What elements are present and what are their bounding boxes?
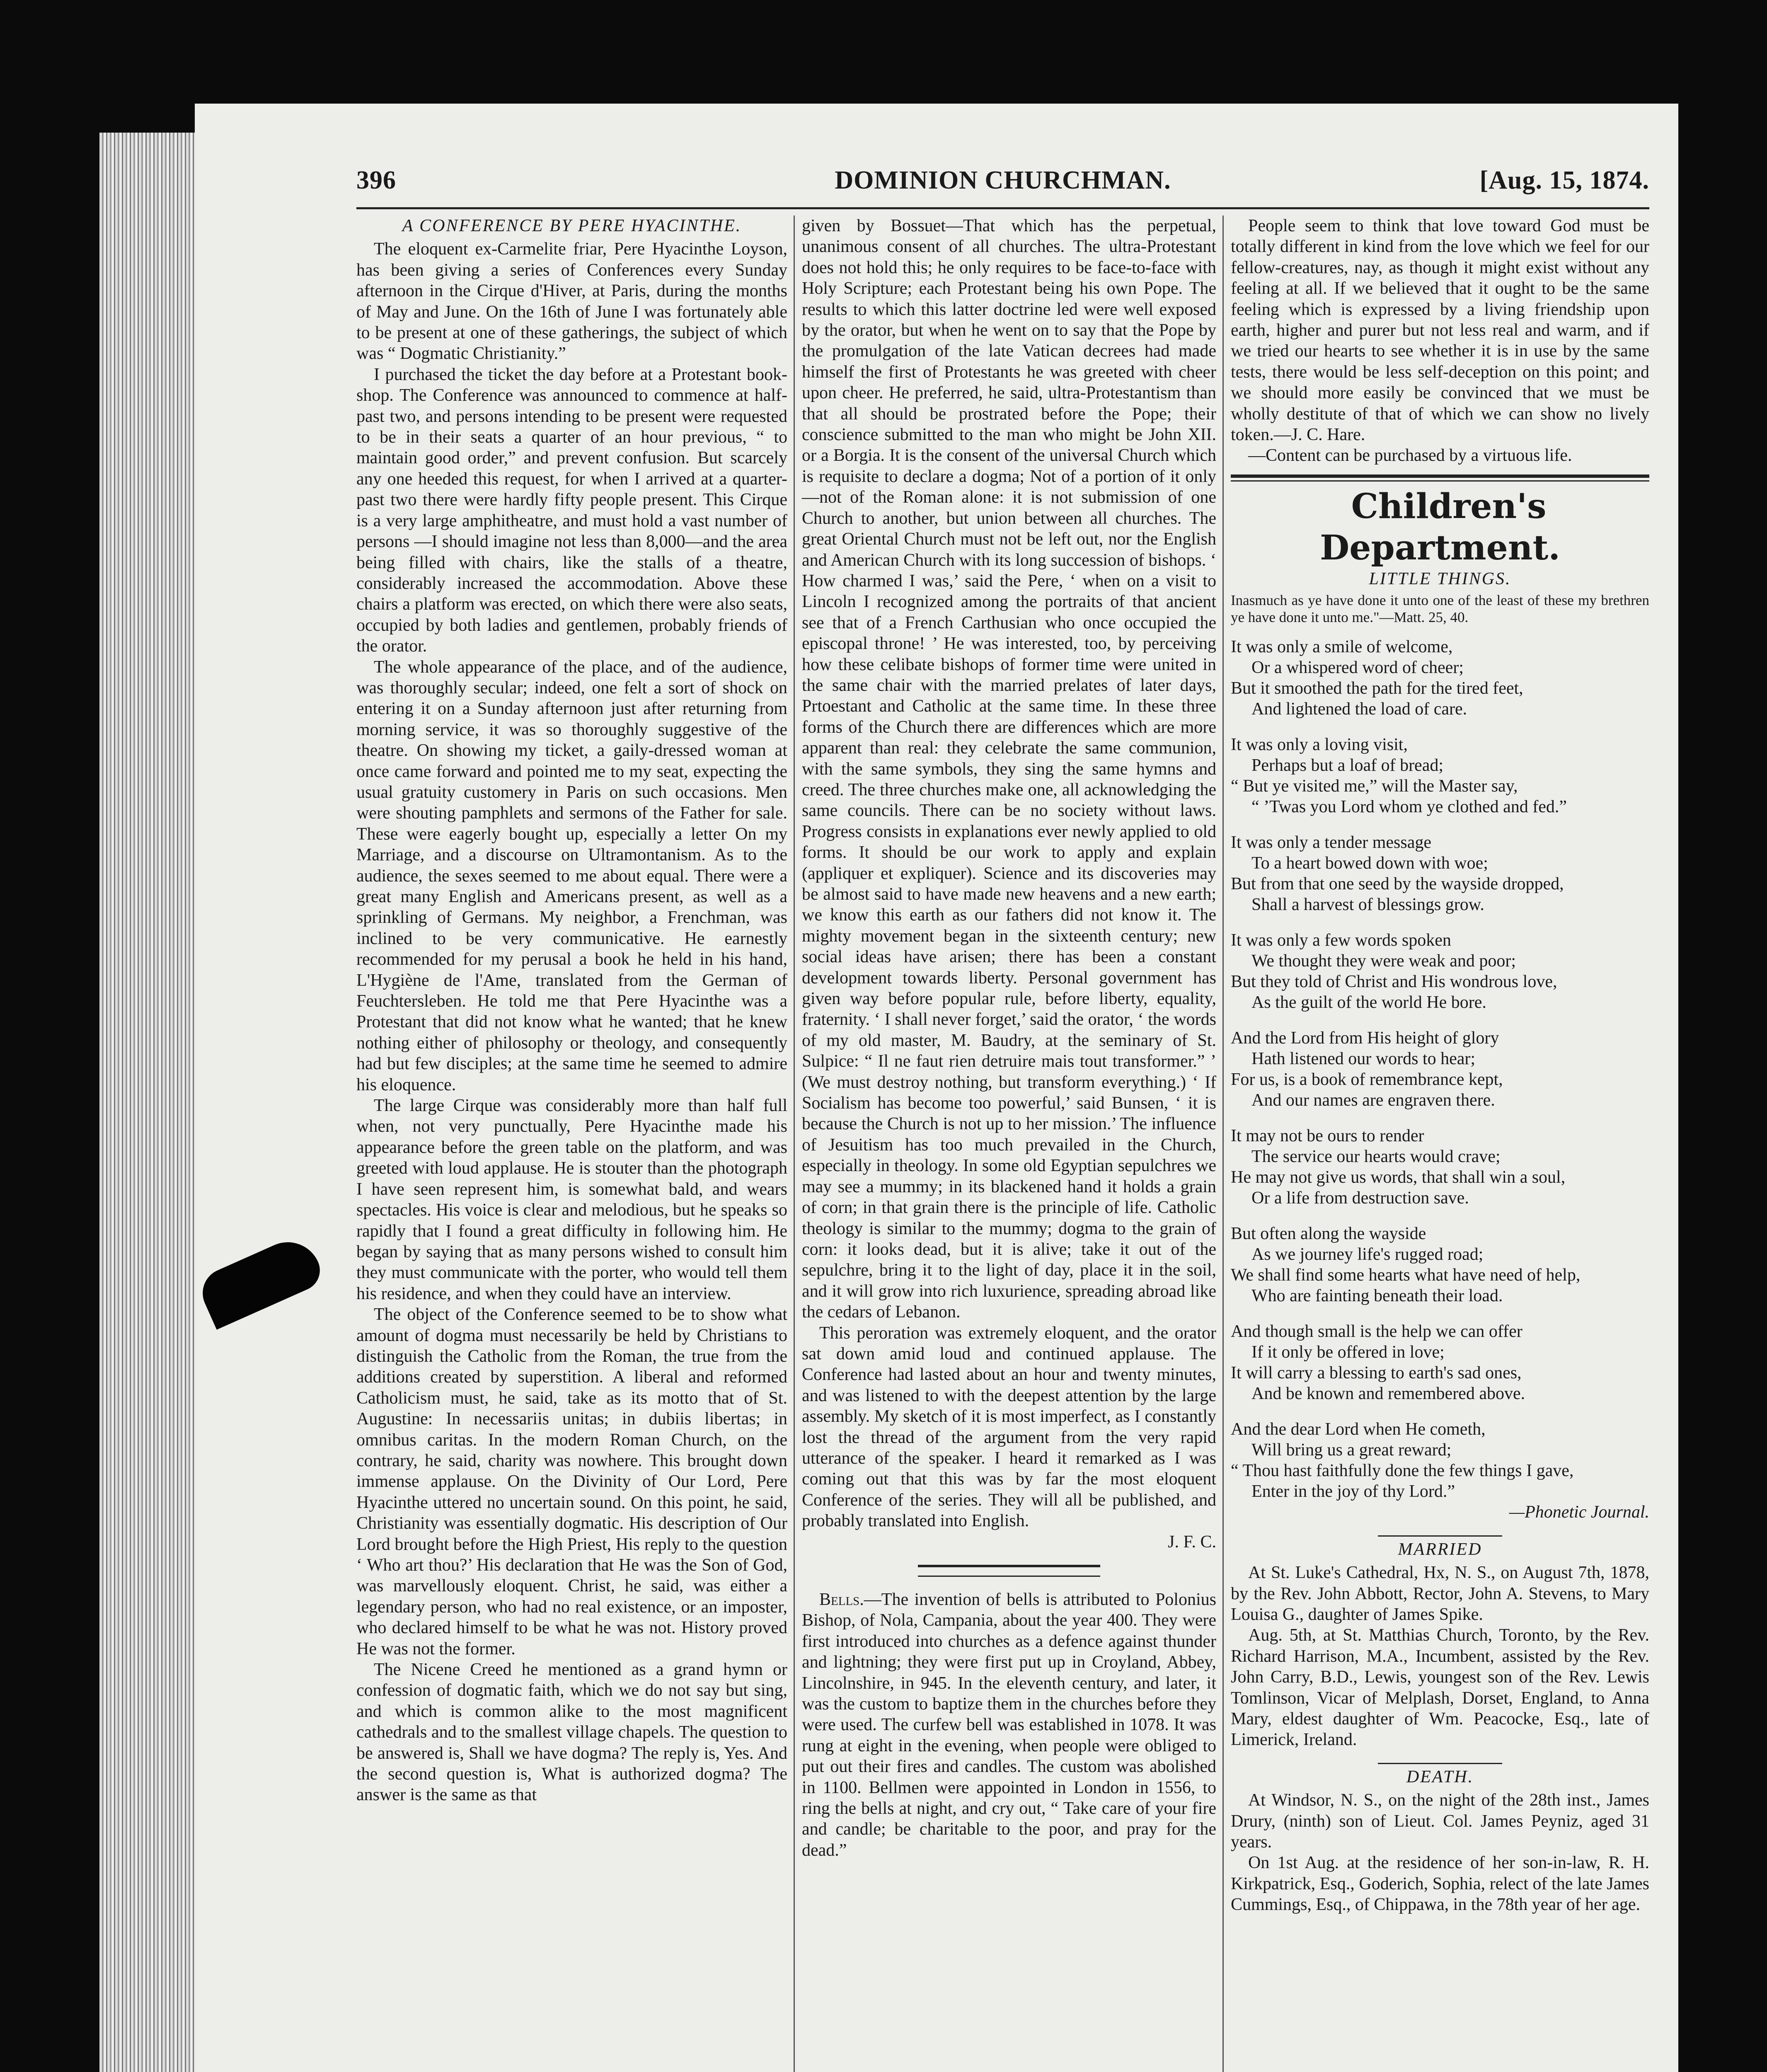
poem-line: We thought they were weak and poor; xyxy=(1251,951,1516,971)
article-paragraph: I purchased the ticket the day before at a Protestant book-shop. The Conference was announced to commence at half-past two, and persons intending to be present were requested to be in their seats a quarter of an hour previous, “ to maintain good order,” and prevent confusion. But scarcely any one heeded this request, for when I arrived at a quarter-past two there were hardly fifty people present. This Cirque is a very large amphitheatre, and must hold a vast number of persons —I should imagine not less than 8,000—and the area being filled with chairs, like the stalls of a theatre, considerably increased the accommodation. Above these chairs a platform was erected, on which there were also seats, occupied by both ladies and gentlemen, probably friends of the orator. xyxy=(356,365,787,656)
poem-line: But from that one seed by the wayside dropped, xyxy=(1231,874,1564,894)
section-rule xyxy=(1378,1535,1502,1537)
poem-line: Perhaps but a loaf of bread; xyxy=(1251,756,1444,775)
poem-stanza xyxy=(1231,1321,1649,1404)
poem-stanza xyxy=(1231,1126,1649,1208)
poem-stanza xyxy=(1231,930,1649,1013)
death-notice: On 1st Aug. at the residence of her son-in-law, R. H. Kirkpatrick, Esq., Goderich, Sophia, relect of the late James Cummings, Esq., of Chippawa, in the 78th year of her age. xyxy=(1231,1853,1649,1915)
article-paragraph: The Nicene Creed he mentioned as a grand hymn or confession of dogmatic faith, which we do not say but sing, and which is common alike to the most magnificent cathedrals and to the smallest village chapels. The question to be answered is, Shall we have dogma? The reply is, Yes. And the second question is, What is authorized dogma? The answer is the same as that xyxy=(356,1660,787,1805)
poem-line: It was only a smile of welcome, xyxy=(1231,637,1453,657)
poem-stanza xyxy=(1231,1028,1649,1111)
poem-line: Who are fainting beneath their load. xyxy=(1251,1286,1503,1306)
poem-line: But often along the wayside xyxy=(1231,1224,1426,1244)
poem-line: If it only be offered in love; xyxy=(1251,1343,1445,1362)
poem-epigraph: Inasmuch as ye have done it unto one of the least of these my brethren ye have done it unto me."—Matt. 25, 40. xyxy=(1231,592,1649,626)
death-title: DEATH. xyxy=(1406,1767,1474,1786)
poem-line: “ ’Twas you Lord whom ye clothed and fed.” xyxy=(1251,797,1567,817)
section-rule xyxy=(918,1576,1100,1577)
bells-paragraph xyxy=(802,1589,1216,1861)
poem-line: But it smoothed the path for the tired feet, xyxy=(1231,679,1523,698)
column-divider xyxy=(794,215,795,2072)
poem-line: As we journey life's rugged road; xyxy=(1251,1245,1484,1264)
poem-line: And the dear Lord when He cometh, xyxy=(1231,1420,1486,1439)
article-paragraph: The large Cirque was considerably more than half full when, not very punctually, Pere Hyacinthe made his appearance before the green table on the platform, and was greeted with loud applause. He is stouter than the photograph I have seen represent him, is somewhat bald, and wears spectacles. His voice is clear and melodious, but he speaks so rapidly that I found a great difficulty in following him. He began by saying that as many persons wished to consult him they must communicate with the porter, who would tell them his residence, and when they could have an interview. xyxy=(356,1096,787,1303)
article-paragraph: given by Bossuet—That which has the perpetual, unanimous consent of all churches. The ultra-Protestant does not hold this; he only requires to be face-to-face with Holy Scripture; each Protestant being his own Pope. The results to which this latter doctrine led were well exposed by the orator, but when he went on to say that the Pope by the promulgation of the late Vatican decrees had made himself the first of Protestants he was greeted with cheer upon cheer. He preferred, he said, ultra-Protestantism than that all should be prostrated before the Pope; their conscience submitted to the man who might be John XII. or a Borgia. It is the consent of the universal Church which is requisite to declare a dogma; Not of a portion of it only—not of the Roman alone: it is not submission of one Church to another, but union between all churches. The great Oriental Church must not be left out, nor the English and American Church with its long succession of bishops. ‘ How charmed I was,’ said the Pere, ‘ when on a visit to Lincoln I recognized among the portraits of that ancient see that of a French Carthusian who once occupied the episcopal throne! ’ He was interested, too, by perceiving how these celibate bishops of former time were united in the same chair with the married prelates of later days, Prtoestant and Catholic at the same time. In these three forms of the Church there are differences which are more apparent than real: they celebrate the same communion, with the same symbols, they sing the same hymns and creed. The three churches make one, all acknowledging the same councils. There can be no society without laws. Progress consists in explanations ever newly applied to old forms. It should be our work to apply and explain (appliquer et expliquer). Science and its discoveries may be almost said to have made new heavens and a new earth; we know this earth as our fathers did not know it. The mighty movement began in the sixteenth century; new social ideas have arisen; there has been a constant development towards liberty. Personal government has given way before popular rule, before liberty, equality, fraternity. ‘ I shall never forget,’ said the orator, ‘ the words of my old master, M. Baudry, at the seminary of St. Sulpice: “ Il ne faut rien detruire mais tout transformer.” ’ (We must destroy nothing, but transform everything.) ‘ If Socialism has become too powerful,’ said Bunsen, ‘ it is because the Church is not up to her mission.’ The influence of Jesuitism has too much prevailed in the Church, especially in theology. In some old Egyptian sepulchres we may see a mummy; in its blackened hand it holds a grain of corn; in that grain there is the principle of life. Catholic theology is similar to the mummy; dogma to the grain of corn: it looks dead, but it is alive; take it out of the sepulchre, bring it to the light of day, place it in the soil, and it will grow into rich luxurience, spreading abroad like the cedars of Lebanon. xyxy=(802,216,1216,1322)
poem-line: It was only a loving visit, xyxy=(1231,735,1408,755)
poem-line: Or a life from destruction save. xyxy=(1251,1188,1469,1208)
poem-line: For us, is a book of remembrance kept, xyxy=(1231,1070,1503,1089)
married-notice: At St. Luke's Cathedral, Hx, N. S., on August 7th, 1878, by the Rev. John Abbott, Rector, John A. Stevens, to Mary Louisa G., daughter of James Spike. xyxy=(1231,1563,1649,1624)
contentment-line: —Content can be purchased by a virtuous life. xyxy=(1248,446,1572,465)
poem-line: To a heart bowed down with woe; xyxy=(1251,854,1488,873)
poem-line: He may not give us words, that shall win a soul, xyxy=(1231,1168,1566,1187)
poem-line: It may not be ours to render xyxy=(1231,1126,1424,1146)
poem-line: And the Lord from His height of glory xyxy=(1231,1029,1499,1048)
married-title: MARRIED xyxy=(1398,1539,1482,1559)
poem-line: It was only a few words spoken xyxy=(1231,931,1451,950)
article-paragraph: This peroration was extremely eloquent, and the orator sat down amid loud and continued applause. The Conference had lasted about an hour and twenty minutes, and was listened to with the deepest attention by the large assembly. My sketch of it is most imperfect, as I constantly lost the thread of the argument from the very rapid utterance of the speaker. I heard it remarked as I was coming out that this was by far the most eloquent Conference of the series. They will all be published, and probably translated into English. xyxy=(802,1323,1216,1531)
hare-quote: People seem to think that love toward God must be totally different in kind from the love which we feel for our fellow-creatures, nay, as though it might exist without any feeling at all. If we believed that it ought to be the same feeling which is expressed by a living friendship upon earth, higher and purer but not less real and warm, and if we tried our hearts to see whether it is in use by the same tests, there would be less self-deception on this point; and we should more easily be convinced that we must be wholly destitute of that of which we can show no lively token.—J. C. Hare. xyxy=(1231,216,1649,445)
poem-line: The service our hearts would crave; xyxy=(1251,1147,1501,1167)
article-paragraph: The eloquent ex-Carmelite friar, Pere Hyacinthe Loyson, has been giving a series of Conferences every Sunday afternoon in the Cirque d'Hiver, at Paris, during the months of May and June. On the 16th of June I was fortunately able to be present at one of these gatherings, the subject of which was “ Dogmatic Christianity.” xyxy=(356,240,787,363)
page-number: 396 xyxy=(356,166,396,194)
married-notice: Aug. 5th, at St. Matthias Church, Toronto, by the Rev. Richard Harrison, M.A., Incumbent, assisted by the Rev. John Carry, B.D., Lewis, youngest son of the Rev. Lewis Tomlinson, Vicar of Melplash, Dorset, England, to Anna Mary, eldest daughter of Wm. Peacocke, Esq., late of Limerick, Ireland. xyxy=(1231,1626,1649,1750)
death-notice: At Windsor, N. S., on the night of the 28th inst., James Drury, (ninth) son of Lieut. Col. James Peyniz, aged 31 years. xyxy=(1231,1791,1649,1852)
article-signature: J. F. C. xyxy=(1168,1532,1216,1552)
poem-line: Or a whispered word of cheer; xyxy=(1251,658,1464,678)
section-rule xyxy=(1231,474,1649,478)
poem-line: Will bring us a great reward; xyxy=(1251,1440,1452,1460)
poem-stanza xyxy=(1231,1419,1649,1502)
poem-line: And though small is the help we can offer xyxy=(1231,1322,1523,1341)
poem-line: Hath listened our words to hear; xyxy=(1251,1049,1476,1069)
poem-title: LITTLE THINGS. xyxy=(1369,569,1511,588)
bells-text: —The invention of bells is attributed to Polonius Bishop, of Nola, Campania, about the year 400. They were first introduced into churches as a defence against thunder and lightning; they were first put up in Croyland, Abbey, Lincolnshire, in 945. In the eleventh century, and later, it was the custom to baptize them in the churches before they were used. The curfew bell was established in 1078. It was rung at eight in the evening, when people were obliged to put out their fires and candles. The custom was abolished in 1100. Bellmen were appointed in London in 1556, to ring the bells at night, and cry out, “ Take care of your fire and candle; be charitable to the poor, and pray for the dead.” xyxy=(802,1590,1216,1860)
article-column-2 xyxy=(802,215,1216,2072)
section-rule xyxy=(1231,480,1649,482)
poem-line: Shall a harvest of blessings grow. xyxy=(1251,895,1484,915)
poem-line: “ Thou hast faithfully done the few things I gave, xyxy=(1231,1461,1574,1481)
poem-stanza xyxy=(1231,637,1649,719)
poem-line: As the guilt of the world He bore. xyxy=(1251,993,1486,1012)
article-paragraph: The object of the Conference seemed to be to show what amount of dogma must necessarily be held by Christians to distinguish the Catholic from the Roman, the true from the additions created by superstition. A liberal and reformed Catholicism must, he said, take as its motto that of St. Augustine: In necessariis unitas; in dubiis libertas; in omnibus caritas. In the modern Roman Church, on the contrary, he said, charity was nowhere. This brought down immense applause. On the Divinity of Our Lord, Pere Hyacinthe uttered no uncertain sound. On this point, he said, Christianity was essentially dogmatic. His description of Our Lord brought before the High Priest, His reply to the question ‘ Who art thou?’ His declaration that He was the Son of God, was marvellously eloquent. Christ, he said, was either a legendary person, who had no real existence, or an imposter, who declared himself to be what he was not. History proved He was not the former. xyxy=(356,1305,787,1658)
article-paragraph: The whole appearance of the place, and of the audience, was thoroughly secular; indeed, one felt a sort of shock on entering it on a Sunday afternoon just after returning from morning service, it was so thoroughly suggestive of the theatre. On showing my ticket, a gaily-dressed woman at once came forward and pointed me to my seat, expecting the usual gratuity customery in Paris on such occasions. Men were shouting pamphlets and sermons of the Father for sale. These were eagerly bought up, especially a letter On my Marriage, and a discourse on Ultramontanism. As to the audience, the sexes seemed to me about equal. There were a great many English and Americans present, as well as a sprinkling of Germans. My neighbor, a Frenchman, was inclined to be very communicative. He earnestly recommended for my perusal a book he held in his hand, L'Hygiène de l'Ame, translated from the German of Feuchtersleben. He told me that Pere Hyacinthe was a Protestant that did not know what he wanted; that he knew nothing either of philosophy or theology, and consequently had but few disciples; at the same time he seemed to admire his eloquence. xyxy=(356,657,787,1094)
poem-line: Enter in the joy of thy Lord.” xyxy=(1251,1482,1455,1501)
poem-line: And be known and remembered above. xyxy=(1251,1384,1525,1404)
poem-stanza xyxy=(1231,832,1649,915)
section-rule xyxy=(1378,1763,1502,1764)
poem-line: And lightened the load of care. xyxy=(1251,700,1467,719)
poem-line: “ But ye visited me,” will the Master say, xyxy=(1231,777,1518,796)
header-rule xyxy=(356,207,1649,209)
article-column-3 xyxy=(1231,215,1649,2072)
issue-date: [Aug. 15, 1874. xyxy=(1479,166,1649,194)
publication-title: DOMINION CHURCHMAN. xyxy=(835,166,1171,194)
poem-line: But they told of Christ and His wondrous love, xyxy=(1231,972,1557,992)
poem-stanza xyxy=(1231,734,1649,817)
poem-line: And our names are engraven there. xyxy=(1251,1091,1495,1110)
poem-stanza xyxy=(1231,1223,1649,1306)
poem-line: It will carry a blessing to earth's sad ones, xyxy=(1231,1363,1522,1383)
bells-title: Bells. xyxy=(819,1590,864,1609)
running-header xyxy=(356,166,1649,203)
poem-source: —Phonetic Journal. xyxy=(1509,1503,1649,1522)
section-rule xyxy=(918,1565,1100,1567)
column-divider xyxy=(1222,215,1224,2072)
poem-line: We shall find some hearts what have need of help, xyxy=(1231,1266,1581,1285)
article-column-1 xyxy=(356,215,787,2072)
department-title: Children's Department. xyxy=(1320,486,1560,568)
poem-line: It was only a tender message xyxy=(1231,833,1432,852)
article-title: A CONFERENCE BY PERE HYACINTHE. xyxy=(402,216,742,235)
book-page-edges xyxy=(99,133,195,2072)
